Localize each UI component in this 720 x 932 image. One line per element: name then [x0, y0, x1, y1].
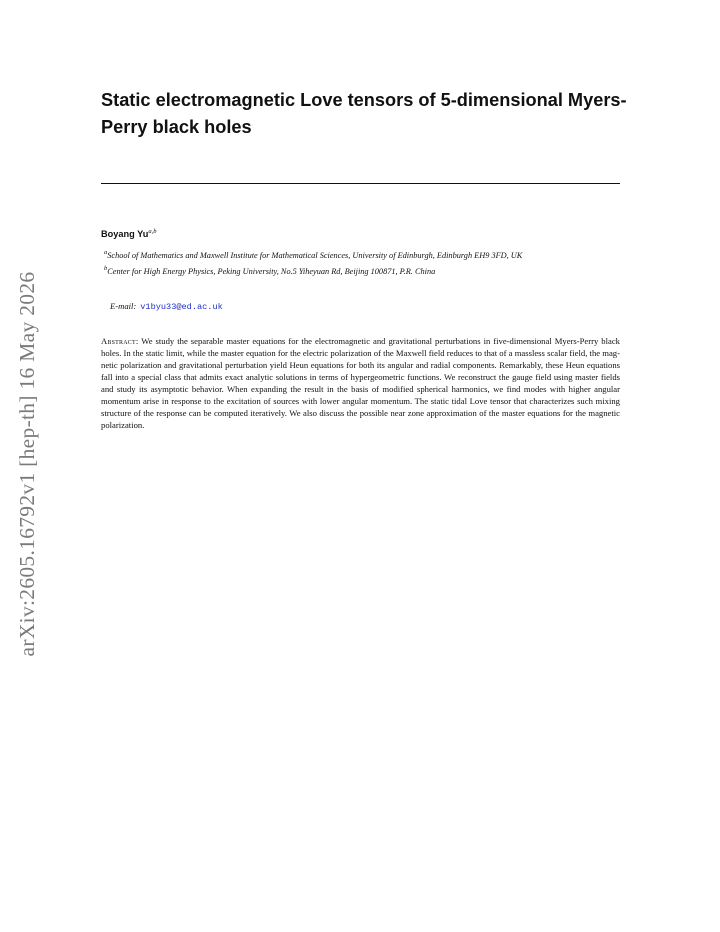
title-divider — [101, 183, 620, 184]
paper-title: Static electromagnetic Love tensors of 5-dimensional Myers-Perry black holes — [101, 90, 627, 137]
arxiv-identifier-stamp: arXiv:2605.16792v1 [hep-th] 16 May 2026 — [15, 271, 39, 657]
affiliation-b-text: Center for High Energy Physics, Peking University, No.5 Yiheyuan Rd, Beijing 100871, P.R. China — [107, 267, 436, 276]
email-label: E-mail: — [110, 301, 137, 311]
author-line — [101, 229, 156, 239]
author-affiliation-marks: a,b — [148, 228, 157, 235]
affiliation-b-mark: b — [104, 265, 108, 272]
affiliation-b — [104, 265, 622, 278]
author-name: Boyang Yu — [101, 229, 149, 239]
affiliations — [104, 249, 622, 282]
abstract-label: Abstract: — [101, 336, 139, 346]
affiliation-a — [104, 249, 622, 262]
abstract — [101, 335, 620, 431]
affiliation-a-mark: a — [104, 249, 108, 256]
abstract-text: We study the separable master equations for the electromagnetic and gravitational perturbations in five-dimensional Myers-Perry black holes. In the static limit, while the master equation for the electric polarization of the Maxwell field reduces to that of a massless scalar field, the magnetic polarization and gravitational perturbation yield Heun equations for both its angular and radial components. Remarkably, these Heun equations fall into a special class that admits exact analytic solutions in terms of hypergeometric functions. We reconstruct the gauge field using master fields and study its asymptotic behavior. When expanding the result in the basis of modified spherical harmonics, we find modes with higher angular momentum arise in response to the excitation of sources with lower angular momentum. The static tidal Love tensor that characterizes such mixing structure of the response can be computed iteratively. We also discuss the possible near zone approximation of the master equations for the magnetic polarization. — [101, 336, 620, 431]
email-line — [110, 301, 223, 312]
affiliation-a-text: School of Mathematics and Maxwell Institute for Mathematical Sciences, University of Edinburgh, Edinburgh EH9 3FD, UK — [107, 251, 523, 260]
email-link[interactable]: v1byu33@ed.ac.uk — [140, 302, 223, 312]
